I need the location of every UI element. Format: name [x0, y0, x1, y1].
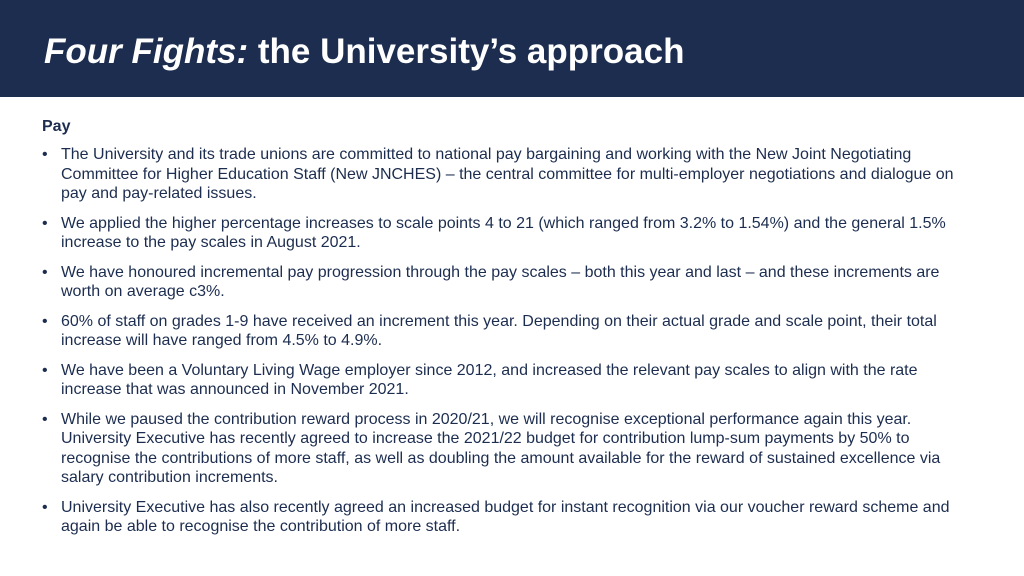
- bullet-point-icon: •: [42, 361, 48, 379]
- bullet-point-icon: •: [42, 410, 48, 428]
- bullet-point-icon: •: [42, 214, 48, 232]
- bullet-point-icon: •: [42, 263, 48, 281]
- bullet-text: The University and its trade unions are committed to national pay bargaining and working with the New Joint Negotiating Committee for Higher Education Staff (New JNCHES) – the central committee for multi-employer negotiations and dialogue on pay and pay-related issues.: [61, 146, 954, 202]
- bullet-point-icon: •: [42, 498, 48, 516]
- bullet-point-icon: •: [42, 312, 48, 330]
- section-heading: Pay: [42, 118, 71, 135]
- page-title: [44, 30, 684, 74]
- bullet-item: [42, 214, 972, 253]
- bullet-item: [42, 361, 972, 400]
- bullet-point-icon: •: [42, 146, 48, 163]
- bullet-text: We have honoured incremental pay progression through the pay scales – both this year and last – and these increments are worth on average c3%.: [61, 263, 940, 300]
- bullet-text: We have been a Voluntary Living Wage employer since 2012, and increased the relevant pay scales to align with the rate increase that was announced in November 2021.: [61, 361, 918, 398]
- page-title-rest: the University’s approach: [248, 32, 685, 71]
- page-title-emphasis: Four Fights:: [44, 32, 249, 71]
- slide-body: [42, 117, 972, 547]
- bullet-text: We applied the higher percentage increases to scale points 4 to 21 (which ranged from 3.2% to 1.54%) and the general 1.5% increase to the pay scales in August 2021.: [61, 214, 946, 251]
- title-bar: [0, 0, 1024, 97]
- bullet-list: [42, 145, 972, 537]
- bullet-text: While we paused the contribution reward process in 2020/21, we will recognise exceptional performance again this year. University Executive has recently agreed to increase the 2021/22 budget for contribution lump-sum payments by 50% to recognise the contributions of more staff, as well as doubling the amount available for the reward of sustained excellence via salary contribution increments.: [61, 410, 941, 486]
- bullet-text: 60% of staff on grades 1-9 have received an increment this year. Depending on their actual grade and scale point, their total increase will have ranged from 4.5% to 4.9%.: [61, 312, 937, 349]
- bullet-item: [42, 312, 972, 351]
- bullet-item: [42, 145, 972, 204]
- bullet-item: [42, 410, 972, 488]
- bullet-text: University Executive has also recently agreed an increased budget for instant recognition via our voucher reward scheme and again be able to recognise the contribution of more staff.: [61, 498, 950, 535]
- bullet-item: [42, 263, 972, 302]
- bullet-item: [42, 498, 972, 537]
